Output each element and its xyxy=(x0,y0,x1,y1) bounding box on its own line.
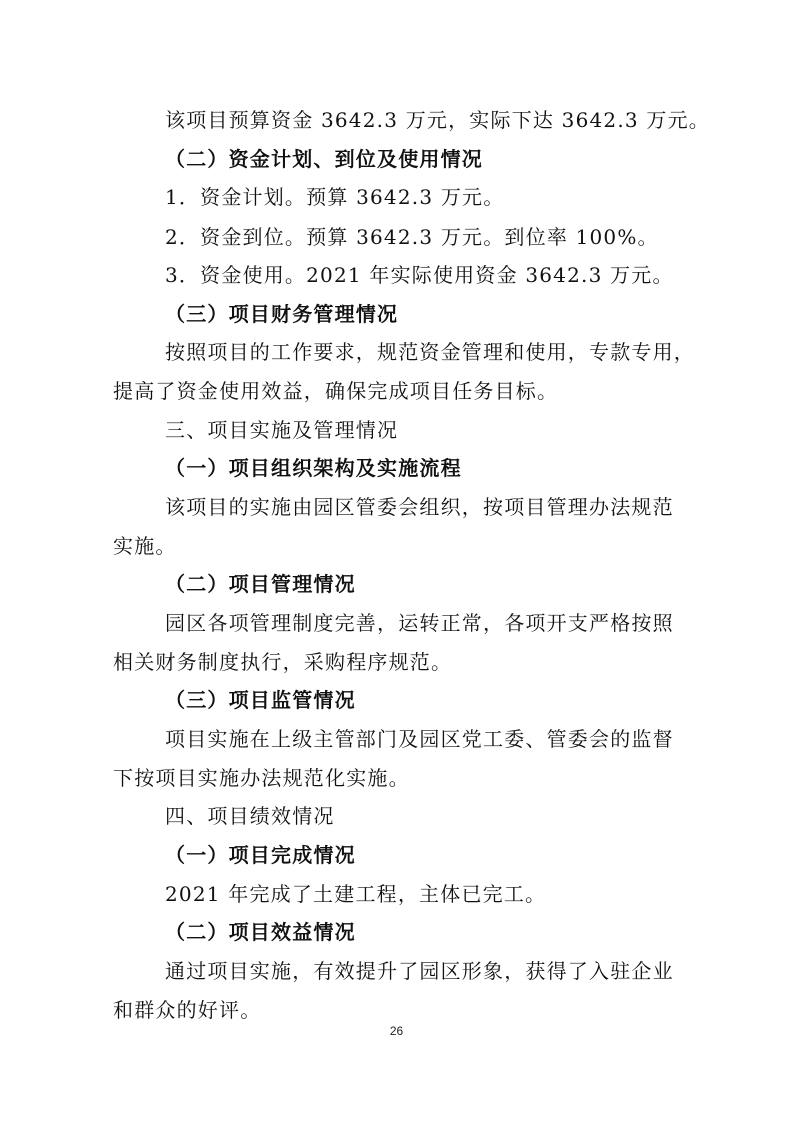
section-heading: （一）项目组织架构及实施流程 xyxy=(165,456,462,480)
page-number: 26 xyxy=(389,1024,404,1038)
paragraph-line: 按照项目的工作要求，规范资金管理和使用，专款专用， xyxy=(165,340,695,364)
paragraph-line: 2021 年完成了土建工程，主体已完工。 xyxy=(165,882,547,906)
paragraph-line: 和群众的好评。 xyxy=(113,998,262,1022)
section-heading: （二）资金计划、到位及使用情况 xyxy=(165,147,483,171)
list-item: 2．资金到位。预算 3642.3 万元。到位率 100%。 xyxy=(165,225,659,249)
paragraph-line: 实施。 xyxy=(113,534,177,558)
section-heading: （三）项目监管情况 xyxy=(165,688,356,712)
paragraph-line: 园区各项管理制度完善，运转正常，各项开支严格按照 xyxy=(165,611,674,635)
list-item: 1．资金计划。预算 3642.3 万元。 xyxy=(165,185,505,209)
section-heading: （二）项目效益情况 xyxy=(165,920,356,944)
paragraph-line: 下按项目实施办法规范化实施。 xyxy=(113,766,410,790)
paragraph-line: 该项目预算资金 3642.3 万元，实际下达 3642.3 万元。 xyxy=(165,108,710,132)
paragraph-line: 该项目的实施由园区管委会组织，按项目管理办法规范 xyxy=(165,495,674,519)
paragraph-line: 提高了资金使用效益，确保完成项目任务目标。 xyxy=(113,379,559,403)
chapter-heading: 四、项目绩效情况 xyxy=(165,804,335,828)
section-heading: （一）项目完成情况 xyxy=(165,843,356,867)
section-heading: （二）项目管理情况 xyxy=(165,572,356,596)
paragraph-line: 通过项目实施，有效提升了园区形象，获得了入驻企业 xyxy=(165,959,674,983)
chapter-heading: 三、项目实施及管理情况 xyxy=(165,418,399,442)
paragraph-line: 相关财务制度执行，采购程序规范。 xyxy=(113,650,453,674)
paragraph-line: 项目实施在上级主管部门及园区党工委、管委会的监督 xyxy=(165,727,674,751)
section-heading: （三）项目财务管理情况 xyxy=(165,302,399,326)
list-item: 3．资金使用。2021 年实际使用资金 3642.3 万元。 xyxy=(165,263,674,287)
